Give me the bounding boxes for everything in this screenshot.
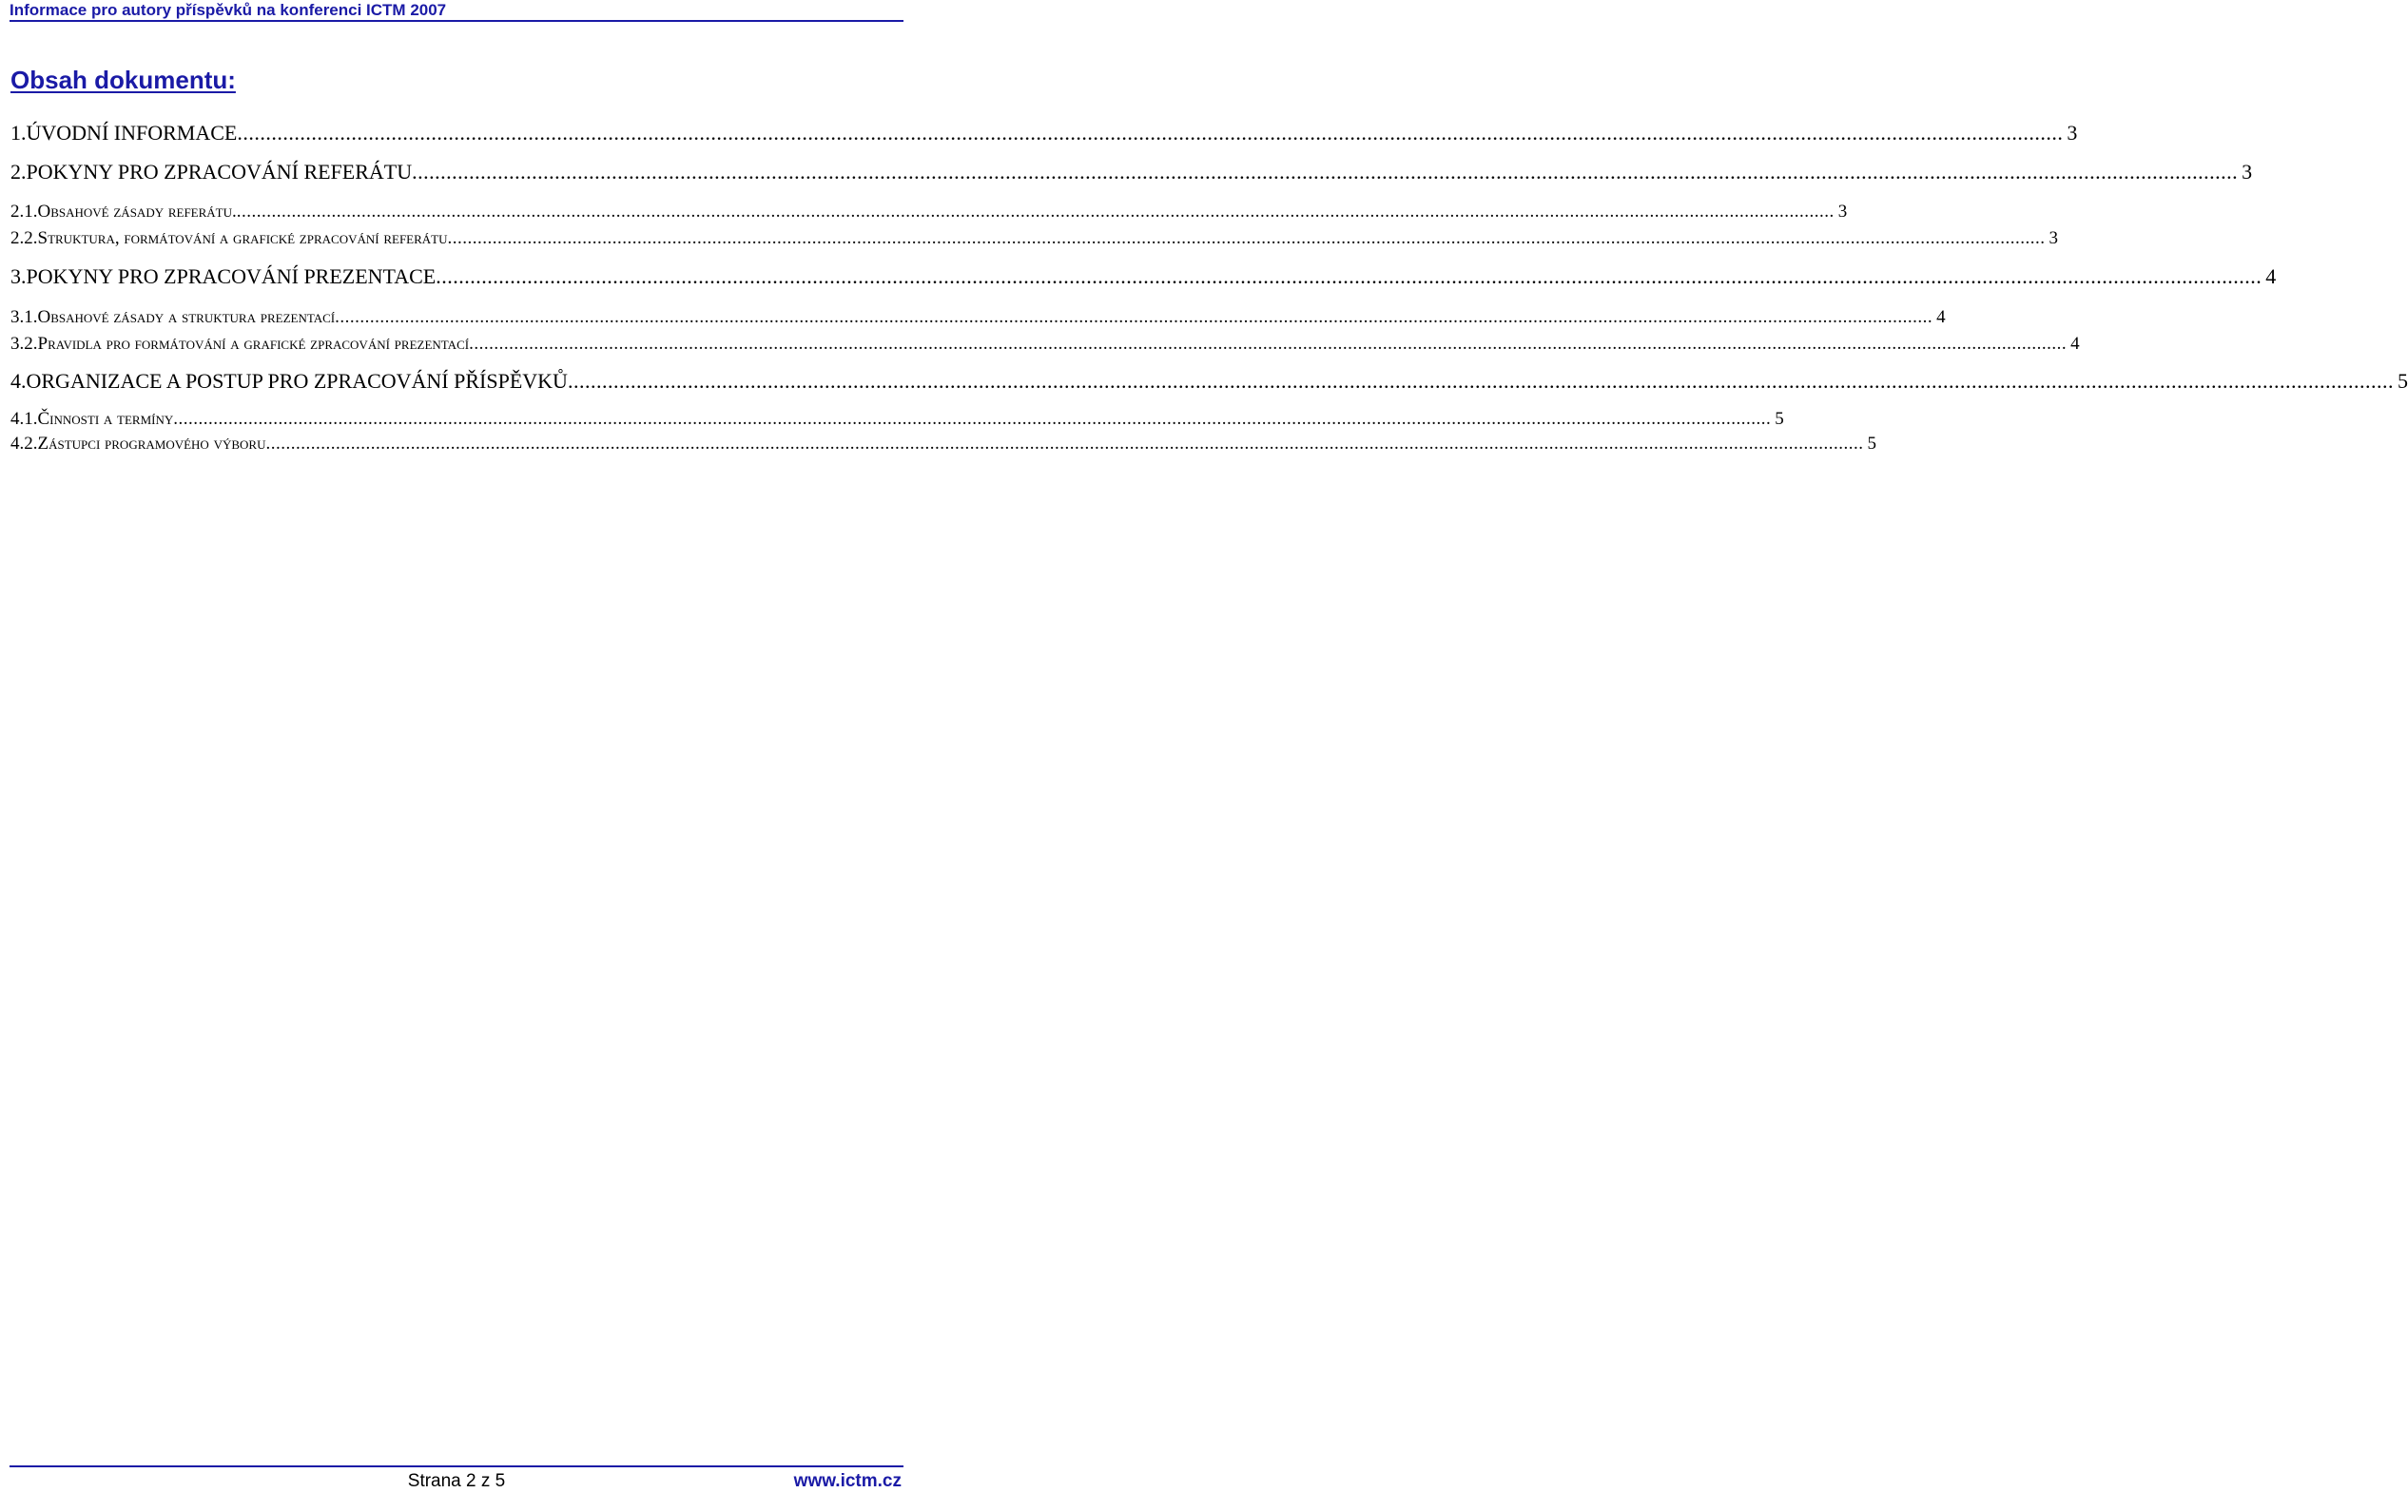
toc-entry-2-2[interactable] xyxy=(10,228,2059,251)
toc-entry-1[interactable] xyxy=(10,121,2078,147)
toc-leader-dots xyxy=(436,264,2262,289)
toc-entry-4-1[interactable] xyxy=(10,409,1784,432)
toc-leader-dots xyxy=(237,121,2063,145)
toc-leader-dots xyxy=(412,160,2238,184)
toc-entry-2-1[interactable] xyxy=(10,202,1848,224)
toc-leader-dots xyxy=(448,228,2046,249)
footer-website-link[interactable]: www.ictm.cz xyxy=(793,1471,902,1491)
toc-entry-title: ORGANIZACE A POSTUP PRO ZPRACOVÁNÍ PŘÍSPĚVKŮ xyxy=(26,369,568,393)
toc-entry-page: 3 xyxy=(1837,202,1848,222)
toc-entry-4-2[interactable] xyxy=(10,434,1876,456)
toc-entry-title: Zástupci programového výboru xyxy=(37,434,266,454)
toc-leader-dots xyxy=(568,369,2394,394)
footer-divider xyxy=(10,1465,903,1467)
toc-entry-number: 2.2. xyxy=(10,228,38,248)
header-title: Informace pro autory příspěvků na konferenci ICTM 2007 xyxy=(10,1,447,19)
toc-entry-page: 5 xyxy=(1775,409,1784,429)
toc-leader-dots xyxy=(265,434,1863,455)
toc-entry-page: 3 xyxy=(2242,160,2253,184)
toc-entry-number: 2. xyxy=(10,160,27,184)
toc-entry-page: 5 xyxy=(1867,434,1876,454)
toc-entry-title: Obsahové zásady a struktura prezentací xyxy=(37,307,336,327)
toc-entry-number: 2.1. xyxy=(10,202,38,222)
toc-entry-number: 3.1. xyxy=(10,307,38,327)
page-header xyxy=(10,0,903,22)
toc-entry-title: POKYNY PRO ZPRACOVÁNÍ REFERÁTU xyxy=(26,160,413,184)
toc-entry-title: POKYNY PRO ZPRACOVÁNÍ PREZENTACE xyxy=(26,264,437,288)
toc-entry-page: 4 xyxy=(1936,307,1946,327)
toc-entry-title: Pravidla pro formátování a grafické zpracování prezentací xyxy=(37,334,470,354)
toc-entry-title: Obsahové zásady referátu. xyxy=(37,202,237,222)
toc-leader-dots xyxy=(469,334,2067,355)
toc-heading: Obsah dokumentu: xyxy=(10,66,236,94)
toc-entry-title: Struktura, formátování a grafické zpracování referátu xyxy=(37,228,448,248)
toc-entry-number: 3.2. xyxy=(10,334,38,354)
toc-entry-number: 4.2. xyxy=(10,434,38,454)
toc-entry-page: 4 xyxy=(2070,334,2080,354)
toc-entry-page: 4 xyxy=(2265,264,2277,288)
toc-entry-3-1[interactable] xyxy=(10,307,1946,330)
toc-entry-3[interactable] xyxy=(10,264,2277,291)
toc-entry-3-2[interactable] xyxy=(10,334,2080,357)
toc-entry-number: 4.1. xyxy=(10,409,38,429)
toc-leader-dots xyxy=(237,202,1835,223)
toc-entry-number: 1. xyxy=(10,121,27,145)
toc-entry-page: 3 xyxy=(2049,228,2059,248)
footer-page-number: Strana 2 z 5 xyxy=(407,1471,506,1491)
toc-entry-4[interactable] xyxy=(10,369,2408,396)
toc-entry-page: 5 xyxy=(2397,369,2408,393)
toc-entry-number: 4. xyxy=(10,369,27,393)
toc-leader-dots xyxy=(173,409,1771,430)
toc-entry-title: Činnosti a termíny xyxy=(37,409,174,429)
toc-entry-number: 3. xyxy=(10,264,27,288)
toc-entry-2[interactable] xyxy=(10,160,2253,186)
toc-entry-page: 3 xyxy=(2067,121,2078,145)
toc-leader-dots xyxy=(335,307,1932,328)
toc-entry-title: ÚVODNÍ INFORMACE xyxy=(26,121,238,145)
